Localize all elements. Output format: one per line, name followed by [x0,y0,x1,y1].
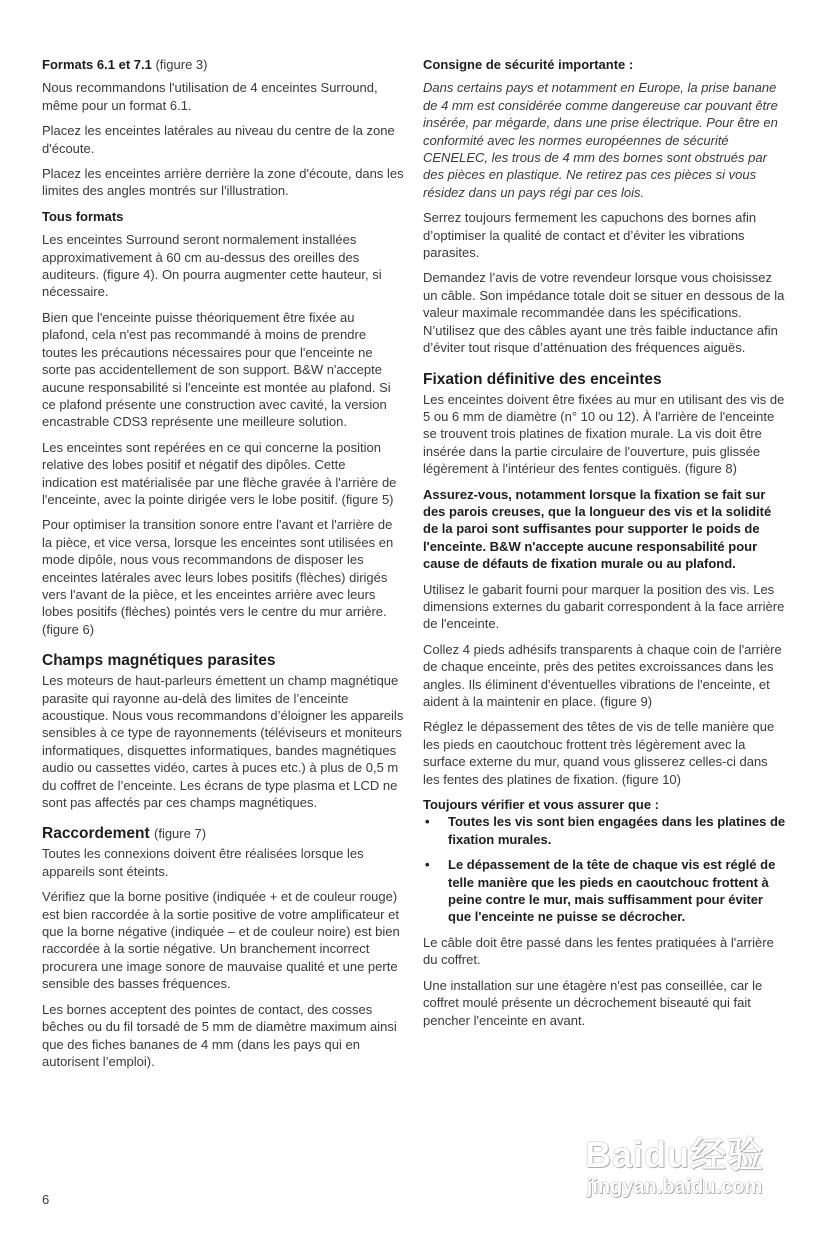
paragraph: Les enceintes sont repérées en ce qui concerne la position relative des lobes positif et négatif des dipôles. Cette indication est matérialisée par une flèche gravée à l'arrière de l'enceinte, avec la pointe dirigée vers le lobe positif. (figure 5) [42,439,397,507]
paragraph: Toutes les connexions doivent être réalisées lorsque les appareils sont éteints. [42,846,364,879]
right-column [423,56,787,1037]
heading-text: Raccordement [42,825,150,843]
heading-champs: Champs magnétiques parasites [42,652,276,670]
paragraph: Demandez l’avis de votre revendeur lorsque vous choisissez un câble. Son impédance totale doit se situer en dessous de la valeur maximale recommandée dans les spécifications. N’utilisez que des câbles ayant une très faible inductance afin d’éviter tout risque d’atténuation des fréquences aiguës. [423,270,785,356]
baidu-watermark [585,1135,764,1199]
heading-fixation: Fixation définitive des enceintes [423,370,662,388]
paragraph: Vérifiez que la borne positive (indiquée + et de couleur rouge) est bien raccordée à la sortie positive de votre amplificateur et que la borne négative (indiquée – et de couleur noire) est bien raccordée à la sortie négative. Un branchement incorrect procurera une image sonore de mauvaise qualité et une perte sensible des basses fréquences. [42,889,400,992]
safety-paragraph: Dans certains pays et notamment en Europe, la prise banane de 4 mm est considérée comme dangereuse car pouvant être insérée, par mégarde, dans une prise électrique. Pour être en conformité avec les normes européennes de sécurité CENELEC, les trous de 4 mm des bornes sont obstrués par des pièces en plastique. Ne retirez pas ces pièces si vous résidez dans un pays régi par ces lois. [423,80,778,200]
paragraph: Le câble doit être passé dans les fentes pratiquées à l'arrière du coffret. [423,934,774,968]
paragraph: Une installation sur une étagère n'est pas conseillée, car le coffret moulé présente un décrochement biseauté qui fait pencher l'enceinte en avant. [423,977,763,1028]
paragraph: Les moteurs de haut-parleurs émettent un champ magnétique parasite qui rayonne au-delà des limites de l’enceinte acoustique. Nous vous recommandons d’éloigner les appareils sensibles à ce type de rayonnements (téléviseurs et moniteurs informatiques, disquettes informatiques, bandes magnétiques audio ou cassettes vidéo, cartes à puces etc.) à plus de 0,5 m du coffret de l’enceinte. Les écrans de type plasma et LCD ne sont pas affectés par ces champs magnétiques. [42,673,404,811]
figure-ref: (figure 7) [154,826,207,842]
subheading-text: Formats 6.1 et 7.1 [42,57,152,72]
page-number: 6 [42,1192,50,1207]
paragraph: Les enceintes doivent être fixées au mur en utilisant des vis de 5 ou 6 mm de diamètre (n° 10 ou 12). À l'arrière de l'enceinte se trouvent trois platines de fixation murale. La vis doit être insérée dans la partie circulaire de l'ouverture, puis glissée légèrement à l'intérieur des fentes contiguës. (figure 8) [423,391,785,477]
checklist-item: • Le dépassement de la tête de chaque vis est réglé de telle manière que les pieds en caoutchouc frottent à peine contre le mur, mais suffisamment pour éviter que l'enceinte ne puisse se décrocher. [423,856,787,926]
figure-ref: (figure 3) [155,57,208,72]
paragraph: Placez les enceintes latérales au niveau du centre de la zone d'écoute. [42,123,395,156]
watermark-logo: Baidu经验 [585,1134,765,1175]
left-column [42,56,404,1078]
paragraph: Les enceintes Surround seront normalement installées approximativement à 60 cm au-dessus des oreilles des auditeurs. (figure 4). On pourra augmenter cette hauteur, si nécessaire. [42,232,382,300]
paragraph: Pour optimiser la transition sonore entre l'avant et l'arrière de la pièce, et vice versa, lorsque les enceintes sont utilisées en mode dipôle, nous vous recommandons de disposer les enceintes latérales avec leurs lobes positifs (flèches) dirigés vers l'avant de la pièce, et les enceintes arrière avec leurs lobes positifs (flèches) pointés vers le centre du mur arrière. (figure 6) [42,517,394,637]
subheading-formats [42,56,404,73]
subheading-verifier: Toujours vérifier et vous assurer que : [423,797,659,813]
paragraph: Utilisez le gabarit fourni pour marquer la position des vis. Les dimensions externes du gabarit correspondent à la face arrière de l'enceinte. [423,581,785,632]
subheading-consigne: Consigne de sécurité importante : [423,57,634,72]
paragraph: Placez les enceintes arrière derrière la zone d'écoute, dans les limites des angles montrés sur l'illustration. [42,166,404,199]
checklist [423,813,787,925]
paragraph: Collez 4 pieds adhésifs transparents à chaque coin de l'arrière de chaque enceinte, près des petites excroissances dans les angles. Ils éliminent d'éventuelles vibrations de l'enceinte, et aident à la maintenir en place. (figure 9) [423,641,782,709]
paragraph: Bien que l'enceinte puisse théoriquement être fixée au plafond, cela n'est pas recommandé à moins de prendre toutes les précautions nécessaires pour que l'enceinte ne sorte pas accidentellement de son support. B&W n'accepte aucune responsabilité si l'enceinte est montée au plafond. Si ce plafond présente une construction avec cavité, la version encastrable CDS3 représente une meilleure solution. [42,309,391,430]
paragraph: Les bornes acceptent des pointes de contact, des cosses bêches ou du fil torsadé de 5 mm de diamètre maximum ainsi que des fiches bananes de 4 mm (dans les pays qui en autorisent l’emploi). [42,1001,397,1069]
paragraph: Serrez toujours fermement les capuchons des bornes afin d’optimiser la qualité de contact et d’éviter les vibrations parasites. [423,210,757,261]
warning-paragraph: Assurez-vous, notamment lorsque la fixation se fait sur des parois creuses, que la longueur des vis et la solidité de la paroi sont suffisantes pour supporter le poids de l'enceinte. B&W n'accepte aucune responsabilité pour cause de défauts de fixation murale ou au plafond. [423,486,772,572]
paragraph: Nous recommandons l'utilisation de 4 enceintes Surround, même pour un format 6.1. [42,80,378,113]
checklist-item: • Toutes les vis sont bien engagées dans les platines de fixation murales. [423,813,787,848]
subheading-tous-formats: Tous formats [42,208,124,224]
watermark-url: jingyan.baidu.com [586,1176,763,1198]
heading-raccordement [42,824,404,843]
paragraph: Réglez le dépassement des têtes de vis de telle manière que les pieds en caoutchouc frottent très légèrement avec la surface externe du mur, quand vous glisserez celles-ci dans les fentes des platines de fixation. (figure 10) [423,719,775,787]
